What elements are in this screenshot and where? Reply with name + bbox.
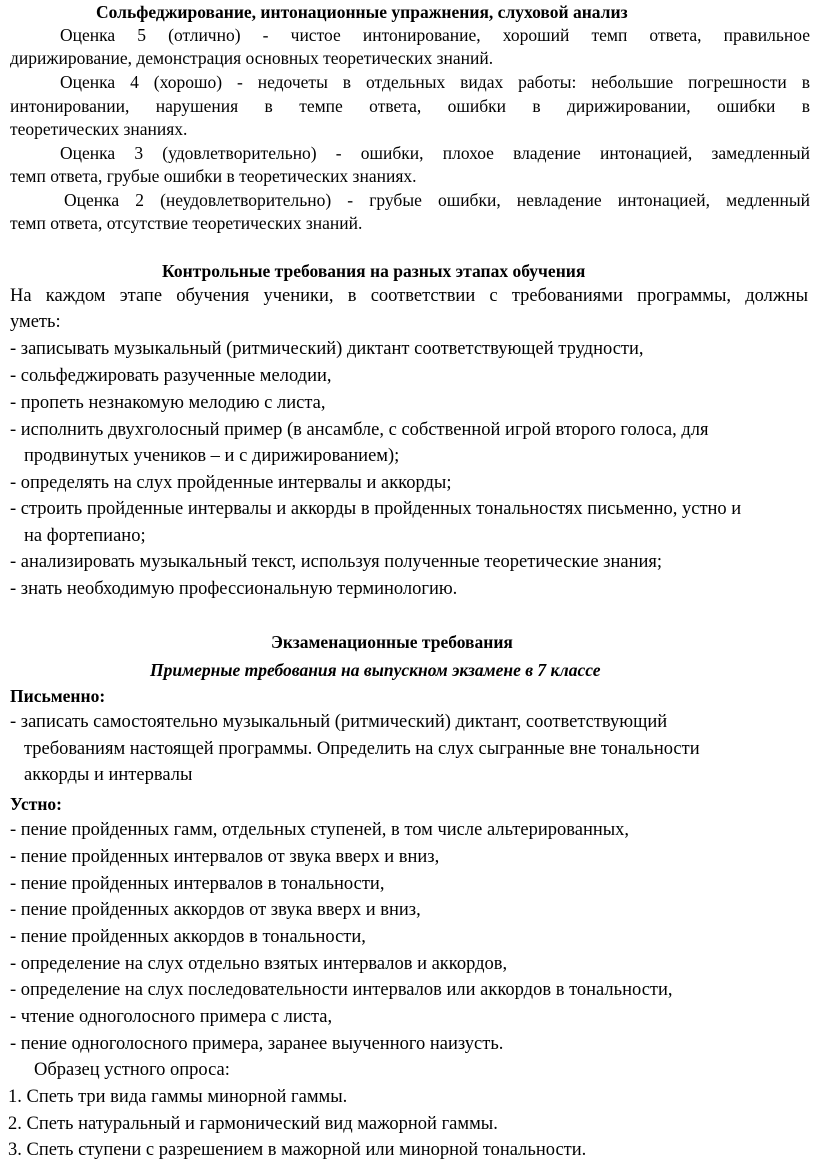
list-item-continuation: требованиям настоящей программы. Определить на слух сыгранные вне тональности: [24, 739, 700, 759]
sample-label: Образец устного опроса:: [34, 1060, 230, 1080]
list-item: - записывать музыкальный (ритмический) диктант соответствующей трудности,: [10, 339, 644, 359]
list-item: - определять на слух пройденные интервалы и аккорды;: [10, 473, 452, 493]
numbered-item: 3. Спеть ступени с разрешением в мажорной или минорной тональности.: [8, 1140, 587, 1160]
list-item: - определение на слух отдельно взятых интервалов и аккордов,: [10, 954, 508, 974]
list-item: - пение пройденных интервалов от звука вверх и вниз,: [10, 847, 440, 867]
list-item: - определение на слух последовательности интервалов или аккордов в тональности,: [10, 980, 673, 1000]
intro-line1: На каждом этапе обучения ученики, в соответствии с требованиями программы, должны: [10, 286, 808, 306]
section-title-exam-requirements: Экзаменационные требования: [271, 632, 513, 652]
grade-5-line1: Оценка 5 (отлично) - чистое интонирование, хороший темп ответа, правильное: [60, 25, 810, 45]
list-item: - чтение одноголосного примера с листа,: [10, 1007, 333, 1027]
numbered-item: 2. Спеть натуральный и гармонический вид мажорной гаммы.: [8, 1114, 498, 1134]
list-item-continuation: аккорды и интервалы: [24, 765, 193, 785]
section-subtitle-final-exam: Примерные требования на выпускном экзамене в 7 классе: [150, 660, 601, 680]
grade-2-line1: Оценка 2 (неудовлетворительно) - грубые ошибки, невладение интонацией, медленный: [64, 190, 810, 210]
list-item: - пропеть незнакомую мелодию с листа,: [10, 393, 326, 413]
grade-4-line1: Оценка 4 (хорошо) - недочеты в отдельных видах работы: небольшие погрешности в: [60, 72, 810, 92]
list-item-continuation: на фортепиано;: [24, 526, 146, 546]
list-item: - пение пройденных гамм, отдельных ступеней, в том числе альтерированных,: [10, 820, 630, 840]
list-item: - исполнить двухголосный пример (в ансамбле, с собственной игрой второго голоса, для: [10, 420, 709, 440]
list-item: - знать необходимую профессиональную терминологию.: [10, 579, 458, 599]
grade-3-line1: Оценка 3 (удовлетворительно) - ошибки, плохое владение интонацией, замедленный: [60, 143, 810, 163]
grade-5-line2: дирижирование, демонстрация основных теоретических знаний.: [10, 48, 494, 68]
grade-2-line2: темп ответа, отсутствие теоретических знаний.: [10, 213, 363, 233]
list-item: - строить пройденные интервалы и аккорды в пройденных тональностях письменно, устно и: [10, 499, 742, 519]
section-title-solfeggio: Сольфеджирование, интонационные упражнения, слуховой анализ: [96, 2, 628, 22]
grade-4-line3: теоретических знаниях.: [10, 119, 188, 139]
list-item: - пение пройденных интервалов в тональности,: [10, 874, 385, 894]
list-item: - пение пройденных аккордов от звука вверх и вниз,: [10, 900, 421, 920]
oral-label: Устно:: [10, 794, 62, 814]
list-item: - анализировать музыкальный текст, используя полученные теоретические знания;: [10, 552, 663, 572]
list-item: - сольфеджировать разученные мелодии,: [10, 366, 332, 386]
intro-line2: уметь:: [10, 312, 61, 332]
list-item: - пение пройденных аккордов в тональности,: [10, 927, 366, 947]
grade-3-line2: темп ответа, грубые ошибки в теоретических знаниях.: [10, 166, 417, 186]
numbered-item: 1. Спеть три вида гаммы минорной гаммы.: [8, 1087, 348, 1107]
section-title-control-requirements: Контрольные требования на разных этапах обучения: [162, 261, 586, 281]
list-item: - пение одноголосного примера, заранее выученного наизусть.: [10, 1034, 504, 1054]
written-label: Письменно:: [10, 686, 106, 706]
list-item: - записать самостоятельно музыкальный (ритмический) диктант, соответствующий: [10, 712, 668, 732]
list-item-continuation: продвинутых учеников – и с дирижированием);: [24, 446, 400, 466]
grade-4-line2: интонировании, нарушения в темпе ответа, ошибки в дирижировании, ошибки в: [10, 96, 810, 116]
